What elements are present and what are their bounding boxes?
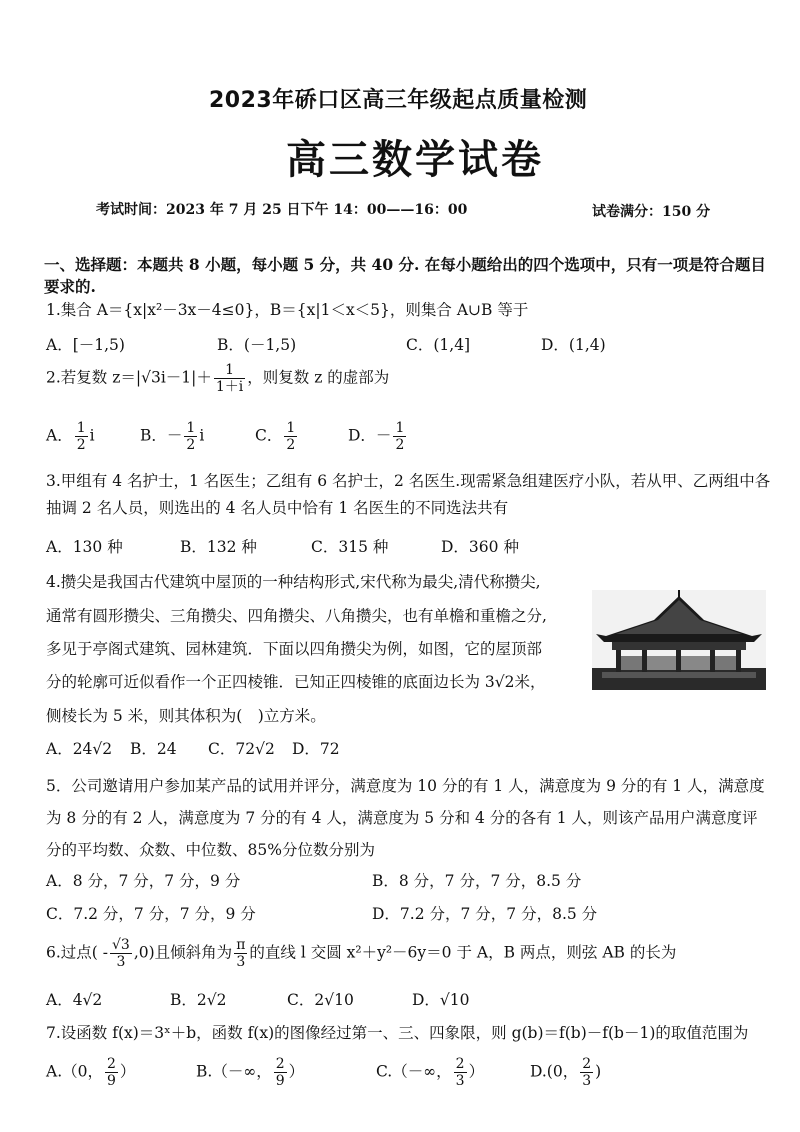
q7-c-suffix: ）	[468, 1062, 485, 1081]
q2-d-label: D．－	[348, 426, 392, 445]
q3-option-d: D．360 种	[441, 538, 519, 556]
q2-a-label: A．	[46, 426, 73, 445]
q7-c-num: 2	[455, 1056, 465, 1072]
q6-option-c: C．2√10	[287, 991, 354, 1009]
q1-option-b: B．(－1,5)	[217, 336, 297, 354]
q4-line-5: 侧棱长为 5 米，则其体积为( )立方米。	[46, 707, 326, 725]
q6-angle-frac	[234, 937, 247, 970]
q2-d-num: 1	[395, 420, 405, 436]
q7-option-a	[46, 1056, 135, 1089]
q2-b-den: 2	[186, 437, 196, 453]
q7-b-suffix: ）	[288, 1062, 305, 1081]
q7-a-den: 9	[106, 1073, 116, 1089]
exam-time	[96, 199, 467, 219]
q6-angle-num: π	[236, 937, 246, 953]
q7-a-suffix: ）	[119, 1062, 136, 1081]
q5-option-a: A．8 分，7 分，7 分，9 分	[46, 872, 241, 890]
q7-d-suffix: )	[595, 1062, 602, 1081]
q7-b-num: 2	[275, 1056, 285, 1072]
q2-a-num: 1	[76, 420, 86, 436]
q2-option-b	[140, 420, 204, 453]
q5-option-d: D．7.2 分，7 分，7 分，8.5 分	[372, 905, 598, 923]
q7-stem: 7.设函数 f(x)＝3ˣ＋b，函数 f(x)的图像经过第一、三、四象限，则 g(b)＝f(b)－f(b－1)的取值范围为	[46, 1024, 749, 1042]
q5-stem: 5．公司邀请用户参加某产品的试用并评分，满意度为 10 分的有 1 人，满意度为 9 分的有 1 人，满意度为 8 分的有 2 人，满意度为 7 分的有 4 人，满意度为 5 分和 4 分的各有 1 人，则该产品用户满意度评分的平均数、众数、中位数、85%分位数分别为	[46, 777, 765, 859]
q2-stem-pre: 2.若复数 z＝|√3i－1|＋	[46, 368, 212, 387]
q7-option-c	[376, 1056, 484, 1089]
q6-angle-den: 3	[236, 954, 246, 970]
q7-c-label: C.（－∞，	[376, 1062, 452, 1081]
q7-option-b	[196, 1056, 304, 1089]
q3-option-a: A．130 种	[46, 538, 123, 556]
q2-b-frac	[184, 420, 197, 453]
full-score-label: 试卷满分：	[592, 204, 662, 220]
q7-d-num: 2	[582, 1056, 592, 1072]
q7-b-den: 9	[275, 1073, 285, 1089]
q2-d-den: 2	[395, 437, 405, 453]
q6-option-d: D．√10	[412, 991, 470, 1009]
q4-option-d: D．72	[292, 740, 340, 758]
section-heading: 一、选择题：本题共 8 小题，每小题 5 分，共 40 分. 在每小题给出的四个选项中，只有一项是符合题目要求的.	[44, 255, 766, 296]
q2-c-label: C．	[255, 426, 283, 445]
q5-option-b: B．8 分，7 分，7 分，8.5 分	[372, 872, 582, 890]
pavilion-image	[592, 590, 766, 690]
q7-d-label: D.(0，	[530, 1062, 579, 1081]
q1-option-a: A．[－1,5)	[46, 336, 125, 354]
q6-point-den: 3	[116, 954, 126, 970]
q2-c-frac	[284, 420, 297, 453]
q2-b-label: B．－	[140, 426, 183, 445]
q2-option-c	[255, 420, 299, 453]
q2-b-suffix: i	[199, 426, 205, 445]
q2-stem-post: ，则复数 z 的虚部为	[247, 368, 390, 387]
q7-a-num: 2	[106, 1056, 116, 1072]
q7-d-frac	[580, 1056, 593, 1089]
q7-a-frac	[105, 1056, 118, 1089]
q6-mid: ,0)且倾斜角为	[133, 943, 233, 962]
q5-option-c: C．7.2 分，7 分，7 分，9 分	[46, 905, 256, 923]
q3-option-c: C．315 种	[311, 538, 389, 556]
q2-option-a	[46, 420, 95, 453]
q6-point-frac	[110, 937, 132, 970]
q7-d-den: 3	[582, 1073, 592, 1089]
q2-c-num: 1	[286, 420, 296, 436]
q6-pre: 6.过点( -	[46, 943, 109, 962]
q7-c-frac	[454, 1056, 467, 1089]
q2-b-num: 1	[186, 420, 196, 436]
q1-option-c: C．(1,4]	[406, 336, 471, 354]
paper-title: 高三数学试卷	[286, 136, 544, 183]
q6-option-a: A．4√2	[46, 991, 103, 1009]
q1-stem: 1.集合 A＝{x|x²－3x－4≤0}，B＝{x|1＜x＜5}，则集合 A∪B 等于	[46, 301, 529, 319]
q4-line-3: 多见于亭阁式建筑、园林建筑．下面以四角攒尖为例，如图，它的屋顶部	[46, 640, 543, 658]
q2-a-suffix: i	[89, 426, 95, 445]
exam-time-value: 2023 年 7 月 25 日下午 14：00——16：00	[166, 202, 468, 218]
q2-c-den: 2	[286, 437, 296, 453]
q4-line-4: 分的轮廓可近似看作一个正四棱锥．已知正四棱锥的底面边长为 3√2米，	[46, 673, 546, 691]
q2-frac-num: 1	[214, 362, 245, 379]
q2-frac-den: 1＋i	[215, 379, 244, 395]
q6-point-num: √3	[112, 937, 130, 953]
exam-time-label: 考试时间：	[96, 202, 166, 218]
q2-stem	[46, 362, 389, 395]
q4-line-2: 通常有圆形攒尖、三角攒尖、四角攒尖、八角攒尖，也有单檐和重檐之分,	[46, 607, 547, 625]
full-score	[592, 201, 710, 221]
q4-line-1: 4.攒尖是我国古代建筑中屋顶的一种结构形式,宋代称为最尖,清代称攒尖,	[46, 573, 541, 591]
q7-a-label: A.（0，	[46, 1062, 103, 1081]
q2-d-frac	[393, 420, 406, 453]
q6-post: 的直线 l 交圆 x²＋y²－6y＝0 于 A，B 两点，则弦 AB 的长为	[249, 943, 677, 962]
q7-c-den: 3	[455, 1073, 465, 1089]
q2-a-den: 2	[76, 437, 86, 453]
q7-option-d	[530, 1056, 601, 1089]
q3-stem: 3.甲组有 4 名护士，1 名医生；乙组有 6 名护士，2 名医生.现需紧急组建医疗小队，若从甲、乙两组中各抽调 2 名人员，则选出的 4 名人员中恰有 1 名医生的不同选法共有	[46, 472, 771, 517]
q2-fraction	[214, 362, 245, 395]
q4-option-b: B．24	[130, 740, 177, 758]
q6-stem	[46, 937, 676, 970]
q4-option-c: C．72√2	[208, 740, 275, 758]
q3-option-b: B．132 种	[180, 538, 257, 556]
q7-b-frac	[274, 1056, 287, 1089]
exam-title: 2023年硚口区高三年级起点质量检测	[209, 88, 588, 113]
q7-b-label: B.（－∞，	[196, 1062, 272, 1081]
full-score-value: 150 分	[662, 204, 711, 220]
q2-option-d	[348, 420, 408, 453]
q1-option-d: D．(1,4)	[541, 336, 606, 354]
q6-option-b: B．2√2	[170, 991, 227, 1009]
q4-option-a: A．24√2	[46, 740, 113, 758]
q2-a-frac	[75, 420, 88, 453]
